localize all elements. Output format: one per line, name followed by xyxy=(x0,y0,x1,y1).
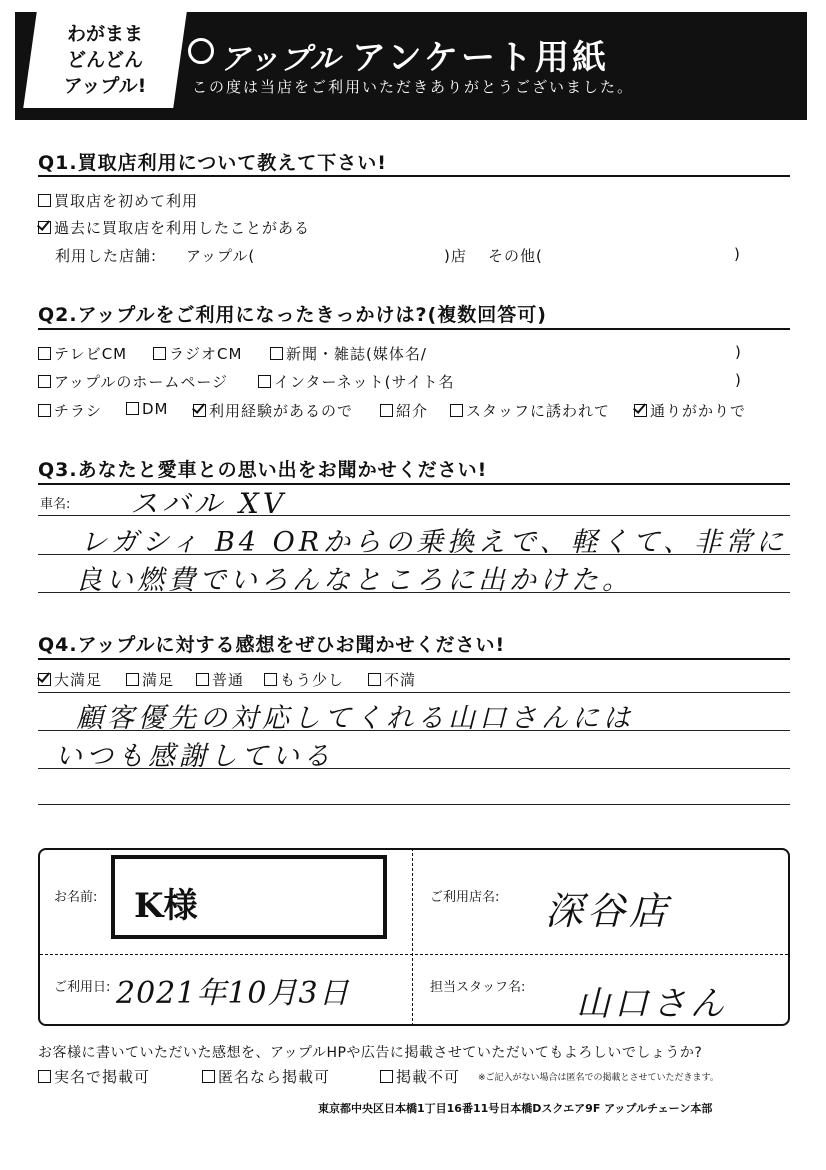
car-name-label: 車名: xyxy=(40,497,71,512)
staff-value: 山口さん xyxy=(576,984,728,1024)
q1-store-suffix: )店 xyxy=(444,247,467,265)
date-value: 2021年10月3日 xyxy=(116,976,350,1011)
checkbox-icon[interactable] xyxy=(264,673,277,686)
checkbox-icon[interactable] xyxy=(38,375,51,388)
q3-answer-line-1: レガシィ B4 ORからの乗換えで、軽くて、非常に xyxy=(80,527,787,558)
q2-row2-close: ) xyxy=(735,371,742,389)
answer-line xyxy=(38,768,790,769)
checkbox-icon[interactable] xyxy=(202,1070,215,1083)
staff-label: 担当スタッフ名: xyxy=(430,980,526,995)
option-label: インターネット(サイト名 xyxy=(274,373,455,391)
option-label: もう少し xyxy=(280,671,345,689)
q1-option-first-time[interactable] xyxy=(38,190,198,211)
option-label: テレビCM xyxy=(54,345,128,363)
answer-line xyxy=(38,692,790,693)
q2-option-staff[interactable] xyxy=(450,400,610,421)
checkbox-icon[interactable] xyxy=(450,404,463,417)
q4-option-so-so[interactable] xyxy=(264,669,344,690)
q1-store-label: 利用した店舗: xyxy=(55,247,158,265)
option-label: チラシ xyxy=(54,402,103,420)
checkbox-icon[interactable] xyxy=(38,1070,51,1083)
q4-heading: Q4.アップルに対する感想をぜひお聞かせください! xyxy=(38,634,506,656)
slogan-badge xyxy=(23,12,186,108)
option-label: 紹介 xyxy=(396,402,429,420)
option-label: 匿名なら掲載可 xyxy=(218,1068,331,1086)
q1-store-other: その他( xyxy=(488,247,543,265)
option-label: 実名で掲載可 xyxy=(54,1068,151,1086)
q4-option-very-satisfied[interactable] xyxy=(38,669,102,690)
option-label: 不満 xyxy=(384,671,417,689)
page-title: アンケート用紙 xyxy=(352,38,609,78)
page-subtitle: この度は当店をご利用いただきありがとうございました。 xyxy=(192,78,635,96)
option-label: 買取店を初めて利用 xyxy=(54,192,199,210)
q2-row1-close: ) xyxy=(735,343,742,361)
checked-checkbox-icon[interactable] xyxy=(193,404,206,417)
badge-line-1: わがまま xyxy=(66,23,143,45)
publish-option-anonymous[interactable] xyxy=(202,1066,330,1087)
answer-line xyxy=(38,554,790,555)
checked-checkbox-icon[interactable] xyxy=(634,404,647,417)
checkbox-icon[interactable] xyxy=(368,673,381,686)
q2-heading: Q2.アップルをご利用になったきっかけは?(複数回答可) xyxy=(38,304,547,326)
checkbox-icon[interactable] xyxy=(270,347,283,360)
option-label: 利用経験があるので xyxy=(209,402,354,420)
q2-option-tv[interactable] xyxy=(38,343,127,364)
name-label: お名前: xyxy=(54,890,98,905)
checkbox-icon[interactable] xyxy=(380,404,393,417)
checked-checkbox-icon[interactable] xyxy=(38,673,51,686)
q4-option-normal[interactable] xyxy=(196,669,244,690)
q2-divider xyxy=(38,328,790,330)
q3-heading: Q3.あなたと愛車との思い出をお聞かせください! xyxy=(38,459,488,481)
option-label: 満足 xyxy=(142,671,175,689)
q3-answer-line-2: 良い燃費でいろんなところに出かけた。 xyxy=(75,565,633,596)
q2-option-passing-by[interactable] xyxy=(634,400,746,421)
checked-checkbox-icon[interactable] xyxy=(38,221,51,234)
info-horizontal-divider xyxy=(40,954,788,955)
q1-store-close: ) xyxy=(734,245,741,263)
option-label: 過去に買取店を利用したことがある xyxy=(54,219,311,237)
publish-option-real-name[interactable] xyxy=(38,1066,150,1087)
q4-option-dissatisfied[interactable] xyxy=(368,669,416,690)
car-name-value: スバル XV xyxy=(130,487,288,520)
q2-option-experience[interactable] xyxy=(193,400,353,421)
q2-option-internet[interactable] xyxy=(258,371,454,392)
checkbox-icon[interactable] xyxy=(196,673,209,686)
publish-option-no[interactable] xyxy=(380,1066,460,1087)
name-value: K様 xyxy=(134,886,198,926)
answer-line xyxy=(38,804,790,805)
answer-line xyxy=(38,730,790,731)
q2-option-flyer[interactable] xyxy=(38,400,102,421)
apple-logo-icon xyxy=(188,38,214,64)
option-label: アップルのホームページ xyxy=(54,373,229,391)
option-label: 通りがかりで xyxy=(650,402,747,420)
option-label: 新聞・雑誌(媒体名/ xyxy=(286,345,427,363)
info-vertical-divider xyxy=(412,848,413,1026)
q2-option-radio[interactable] xyxy=(153,343,242,364)
q4-option-satisfied[interactable] xyxy=(126,669,174,690)
option-label: ラジオCM xyxy=(169,345,243,363)
answer-line xyxy=(38,515,790,516)
q2-option-homepage[interactable] xyxy=(38,371,228,392)
option-label: スタッフに誘われて xyxy=(466,402,611,420)
publish-question: お客様に書いていただいた感想を、アップルHPや広告に掲載させていただいてもよろしいでしょうか? xyxy=(38,1045,703,1061)
q1-divider xyxy=(38,175,790,177)
brand-logo: アップル xyxy=(220,42,341,77)
checkbox-icon[interactable] xyxy=(38,404,51,417)
q4-answer-line-1: 顧客優先の対応してくれる山口さんには xyxy=(76,703,634,734)
store-value: 深谷店 xyxy=(545,889,672,933)
publish-note: ※ご記入がない場合は匿名での掲載とさせていただきます。 xyxy=(478,1073,719,1083)
q2-option-dm[interactable] xyxy=(126,400,169,418)
checkbox-icon[interactable] xyxy=(38,347,51,360)
date-label: ご利用日: xyxy=(54,980,111,995)
option-label: 大満足 xyxy=(54,671,103,689)
checkbox-icon[interactable] xyxy=(380,1070,393,1083)
checkbox-icon[interactable] xyxy=(126,673,139,686)
checkbox-icon[interactable] xyxy=(38,194,51,207)
option-label: 普通 xyxy=(212,671,245,689)
answer-line xyxy=(38,592,790,593)
q2-option-referral[interactable] xyxy=(380,400,428,421)
checkbox-icon[interactable] xyxy=(126,402,139,415)
checkbox-icon[interactable] xyxy=(153,347,166,360)
badge-line-2: どんどん xyxy=(66,49,143,71)
checkbox-icon[interactable] xyxy=(258,375,271,388)
q1-option-used-before[interactable] xyxy=(38,217,310,238)
q1-heading: Q1.買取店利用について教えて下さい! xyxy=(38,152,387,174)
badge-line-3: アップル! xyxy=(63,75,147,97)
q1-store-apple: アップル( xyxy=(186,247,256,265)
store-label: ご利用店名: xyxy=(430,890,500,905)
q4-divider xyxy=(38,658,790,660)
q4-answer-line-2: いつも感謝している xyxy=(55,741,334,772)
option-label: DM xyxy=(142,400,169,418)
option-label: 掲載不可 xyxy=(396,1068,461,1086)
q2-option-newspaper[interactable] xyxy=(270,343,427,364)
company-address: 東京都中央区日本橋1丁目16番11号日本橋Dスクエア9F アップルチェーン本部 xyxy=(318,1102,713,1115)
